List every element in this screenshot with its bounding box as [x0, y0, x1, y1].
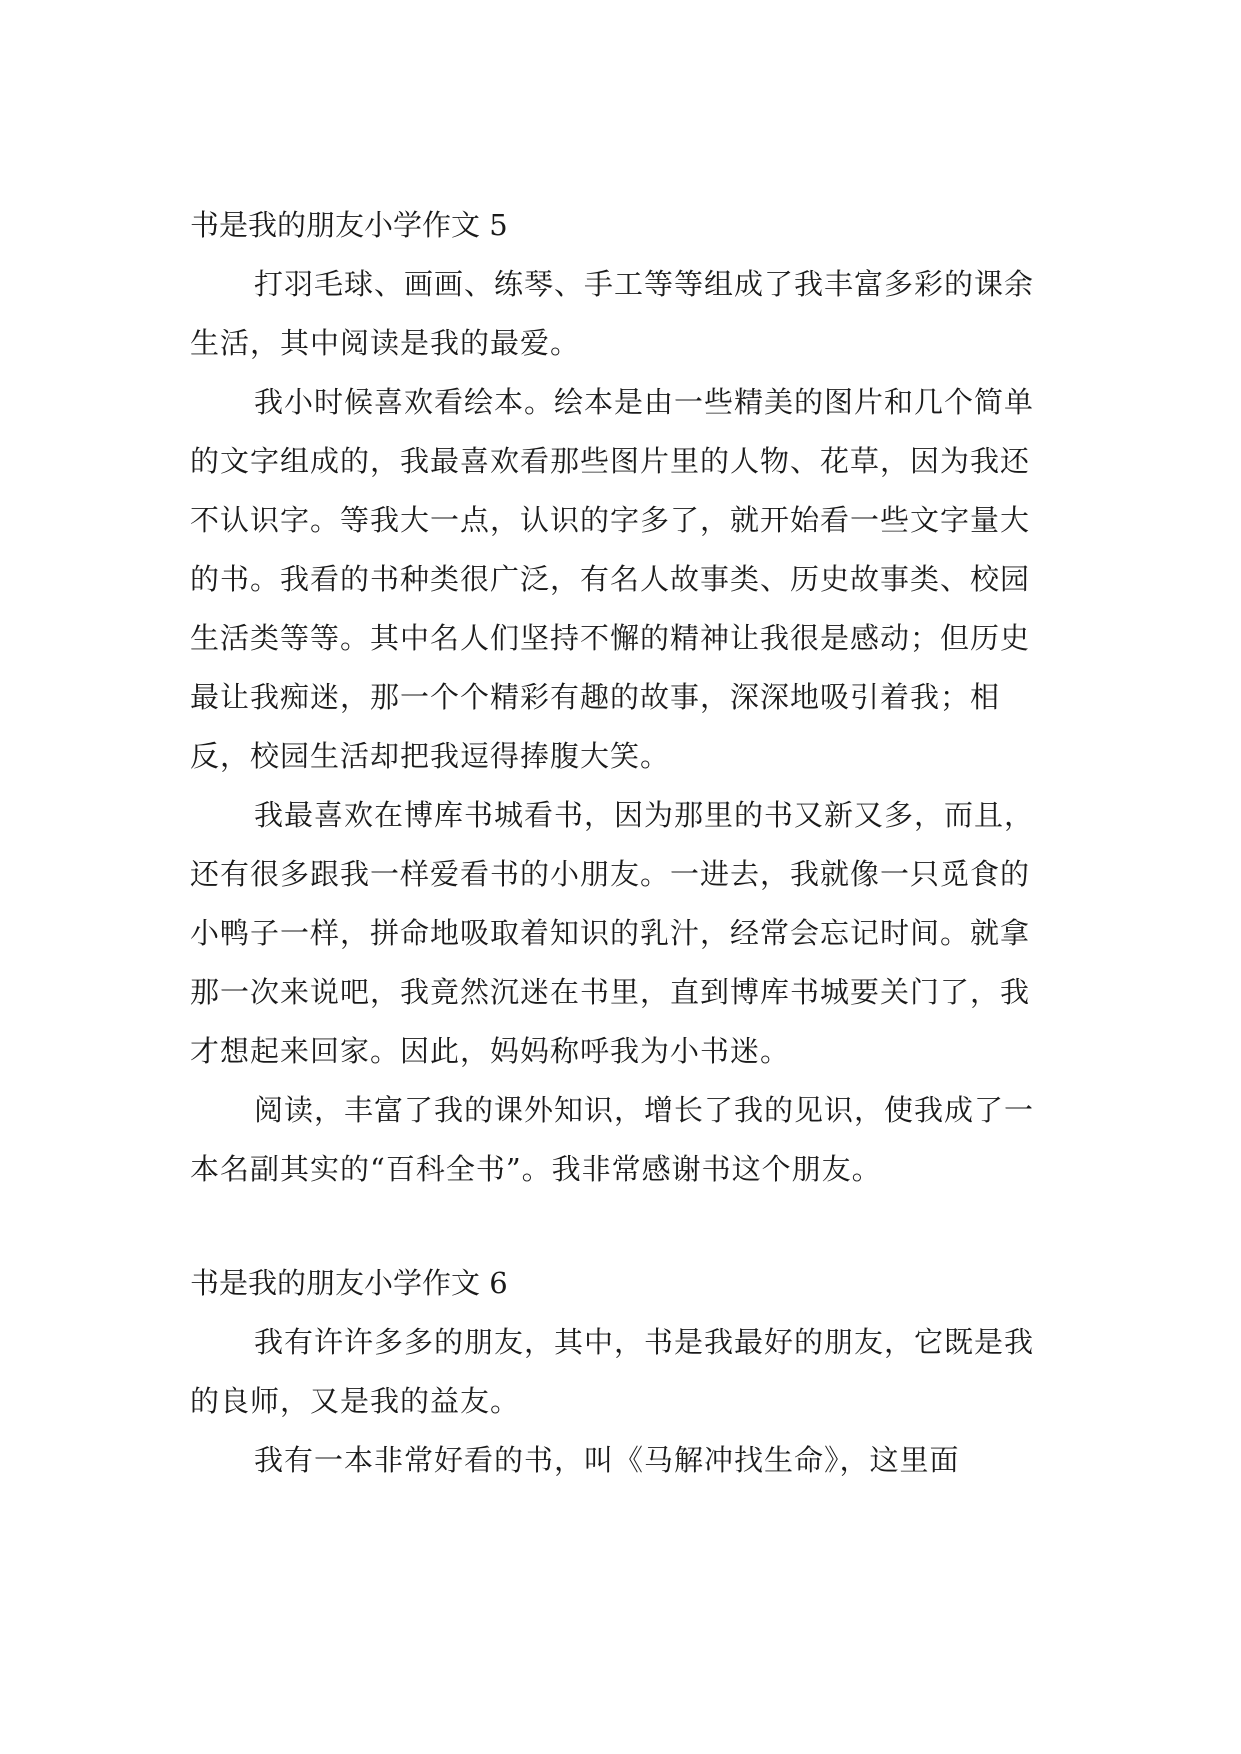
paragraph: 我有许许多多的朋友，其中，书是我最好的朋友，它既是我的良师，又是我的益友。: [190, 1325, 1035, 1418]
paragraph: 打羽毛球、画画、练琴、手工等等组成了我丰富多彩的课余生活，其中阅读是我的最爱。: [190, 267, 1035, 360]
paragraph: 我最喜欢在博库书城看书，因为那里的书又新又多，而且，还有很多跟我一样爱看书的小朋友。一进去，我就像一只觅食的小鸭子一样，拼命地吸取着知识的乳汁，经常会忘记时间。就拿那一次来说吧，我竟然沉迷在书里，直到博库书城要关门了，我才想起来回家。因此，妈妈称呼我为小书迷。: [190, 798, 1035, 1068]
section-title: 书是我的朋友小学作文 5: [190, 208, 508, 242]
section-spacer: [190, 1199, 1050, 1254]
paragraph: 我小时候喜欢看绘本。绘本是由一些精美的图片和几个简单的文字组成的，我最喜欢看那些图片里的人物、花草，因为我还不认识字。等我大一点，认识的字多了，就开始看一些文字量大的书。我看的书种类很广泛，有名人故事类、历史故事类、校园生活类等等。其中名人们坚持不懈的精神让我很是感动；但历史最让我痴迷，那一个个精彩有趣的故事，深深地吸引着我；相反，校园生活却把我逗得捧腹大笑。: [190, 385, 1035, 773]
paragraph: 阅读，丰富了我的课外知识，增长了我的见识，使我成了一本名副其实的“百科全书”。我非常感谢书这个朋友。: [190, 1093, 1035, 1186]
essay-section-5: [190, 196, 1050, 1199]
paragraph: 我有一本非常好看的书，叫《马解冲找生命》，这里面: [254, 1443, 960, 1477]
essay-section-6: [190, 1254, 1050, 1490]
document-body: [190, 196, 1050, 1490]
section-title: 书是我的朋友小学作文 6: [190, 1266, 508, 1300]
